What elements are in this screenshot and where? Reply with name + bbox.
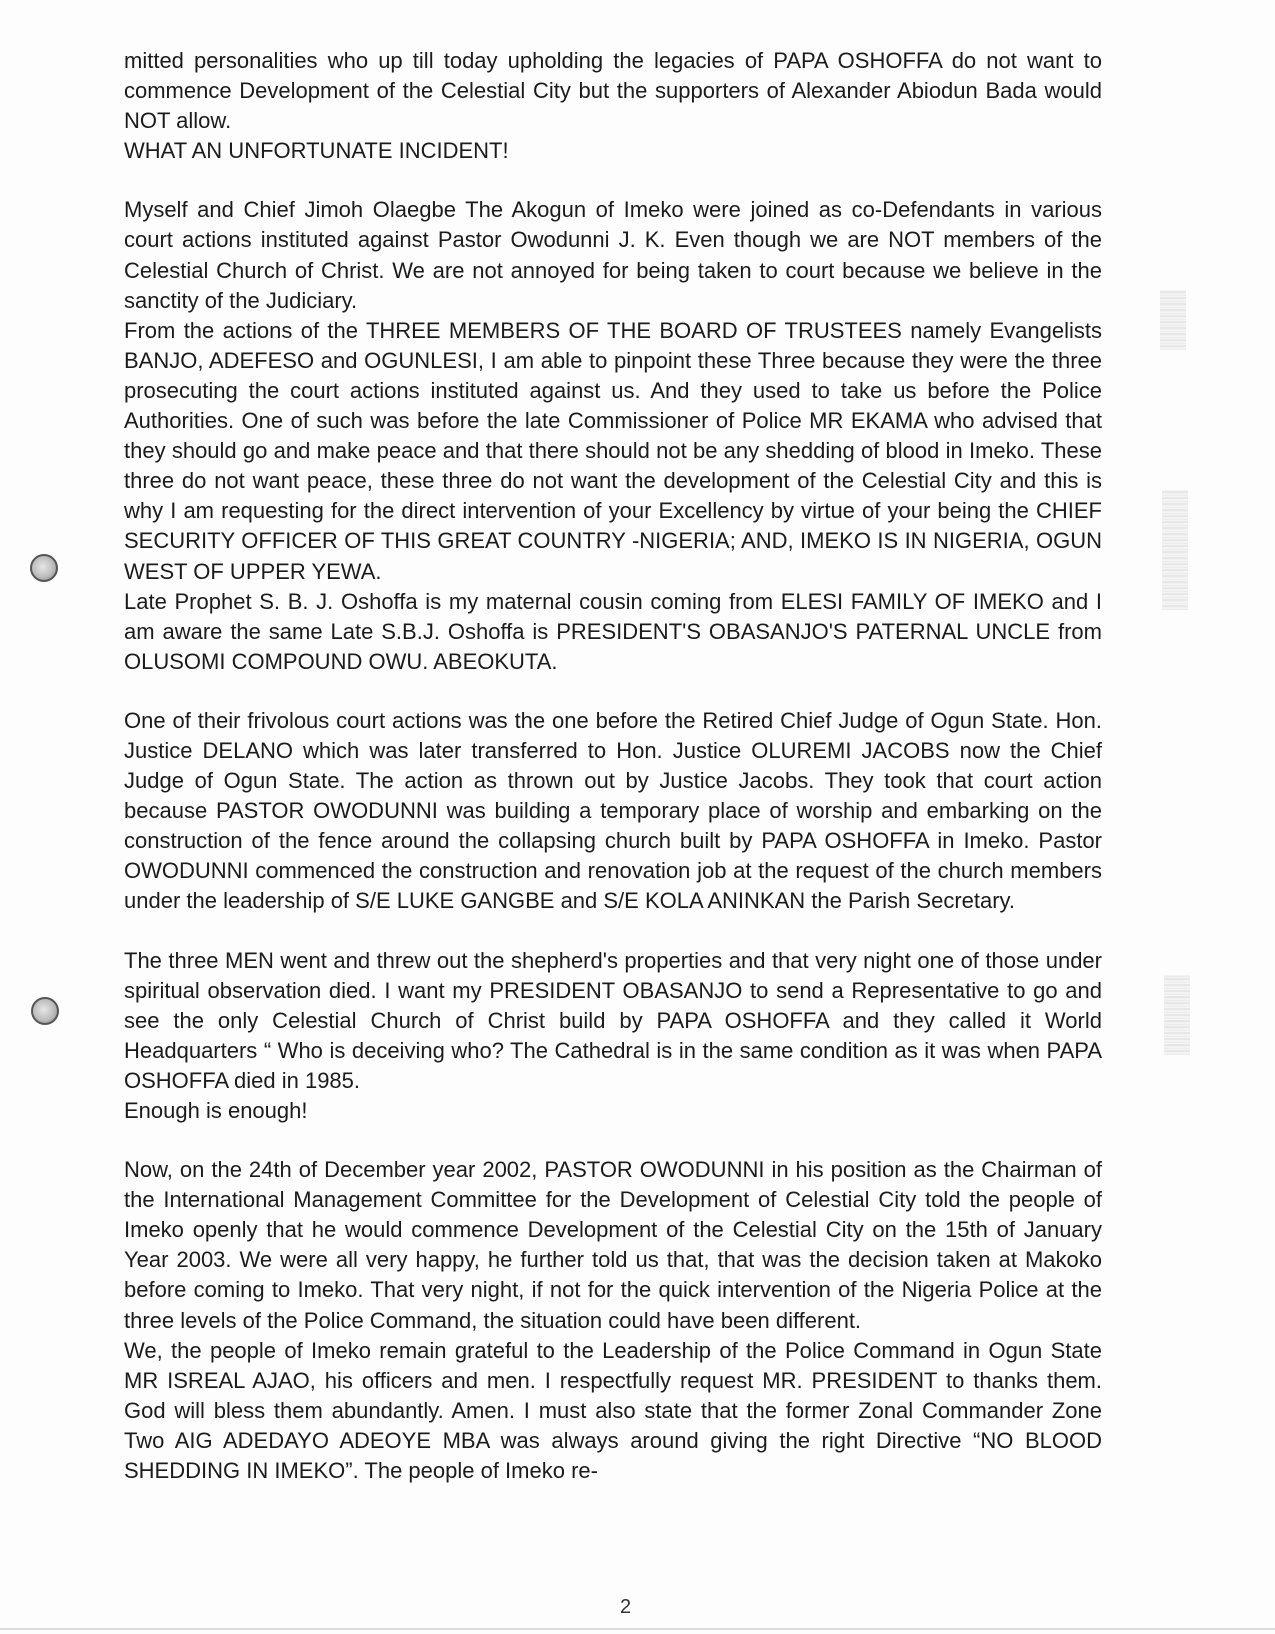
- letter-body: [124, 46, 1102, 1486]
- paragraph-gap: [124, 166, 1102, 195]
- paragraph-5a: Now, on the 24th of December year 2002, PASTOR OWODUNNI in his position as the Chairman of the International Management Committee for the Development of Celestial City told the people of Imeko openly that he would commence Development of the Celestial City on the 15th of January Year 2003. We were all very happy, he further told us that, that was the decision taken at Makoko before coming to Imeko. That very night, if not for the quick intervention of the Nigeria Police at the three levels of the Police Command, the situation could have been different.: [124, 1157, 1102, 1333]
- paragraph-2c: Late Prophet S. B. J. Oshoffa is my maternal cousin coming from ELESI FAMILY OF IMEKO and I am aware the same Late S.B.J. Oshoffa is PRESIDENT'S OBASANJO'S PATERNAL UNCLE from OLUSOMI COMPOUND OWU. ABEOKUTA.: [124, 588, 1102, 674]
- page-number: 2: [620, 1596, 632, 1618]
- paragraph-gap: [124, 677, 1102, 706]
- paragraph-2a: Myself and Chief Jimoh Olaegbe The Akogun of Imeko were joined as co-Defendants in various court actions instituted against Pastor Owodunni J. K. Even though we are NOT members of the Celestial Church of Christ. We are not annoyed for being taken to court because we believe in the sanctity of the Judiciary.: [124, 197, 1102, 313]
- paragraph-4b: Enough is enough!: [124, 1098, 308, 1123]
- scan-noise-strip-2: [1162, 490, 1188, 610]
- paragraph-3: One of their frivolous court actions was the one before the Retired Chief Judge of Ogun State. Hon. Justice DELANO which was later transferred to Hon. Justice OLUREMI JACOBS now the Chief Judge of Ogun State. The action as thrown out by Justice Jacobs. They took that court action because PASTOR OWODUNNI was building a temporary place of worship and embarking on the construction of the fence around the collapsing church built by PAPA OSHOFFA in Imeko. Pastor OWODUNNI commenced the construction and renovation job at the request of the church members under the leadership of S/E LUKE GANGBE and S/E KOLA ANINKAN the Parish Secretary.: [124, 707, 1102, 914]
- paragraph-1b-heading: WHAT AN UNFORTUNATE INCIDENT!: [124, 138, 509, 164]
- scan-noise-strip-1: [1160, 290, 1186, 350]
- paragraph-gap: [124, 917, 1102, 946]
- paragraph-5b: We, the people of Imeko remain grateful to the Leadership of the Police Command in Ogun State MR ISREAL AJAO, his officers and men. I respectfully request MR. PRESIDENT to thanks them. God will bless them abundantly. Amen. I must also state that the former Zonal Commander Zone Two AIG ADEDAYO ADEOYE MBA was always around giving the right Directive “NO BLOOD SHEDDING IN IMEKO”. The people of Imeko re-: [124, 1337, 1102, 1484]
- punch-hole-lower: [31, 997, 59, 1025]
- paragraph-1a: mitted personalities who up till today upholding the legacies of PAPA OSHOFFA do not want to commence Development of the Celestial City but the supporters of Alexander Abiodun Bada would NOT allow.: [124, 48, 1102, 134]
- paragraph-gap: [124, 1126, 1102, 1155]
- punch-hole-upper: [30, 554, 58, 582]
- scan-bottom-edge: [0, 1628, 1275, 1630]
- paragraph-4a: The three MEN went and threw out the shepherd's properties and that very night one of those under spiritual observation died. I want my PRESIDENT OBASANJO to send a Representative to go and see the only Celestial Church of Christ build by PAPA OSHOFFA and they called it World Headquarters “ Who is deceiving who? The Cathedral is in the same condition as it was when PAPA OSHOFFA died in 1985.: [124, 947, 1102, 1093]
- paragraph-2b: From the actions of the THREE MEMBERS OF THE BOARD OF TRUSTEES namely Evangelists BANJO, ADEFESO and OGUNLESI, I am able to pinpoint these Three because they were the three prosecuting the court actions instituted against us. And they used to take us before the Police Authorities. One of such was before the late Commissioner of Police MR EKAMA who advised that they should go and make peace and that there should not be any shedding of blood in Imeko. These three do not want peace, these three do not want the development of the Celestial City and this is why I am requesting for the direct intervention of your Excellency by virtue of your being the CHIEF SECURITY OFFICER OF THIS GREAT COUNTRY -NIGERIA; AND, IMEKO IS IN NIGERIA, OGUN WEST OF UPPER YEWA.: [124, 317, 1102, 584]
- scan-noise-strip-3: [1164, 975, 1190, 1055]
